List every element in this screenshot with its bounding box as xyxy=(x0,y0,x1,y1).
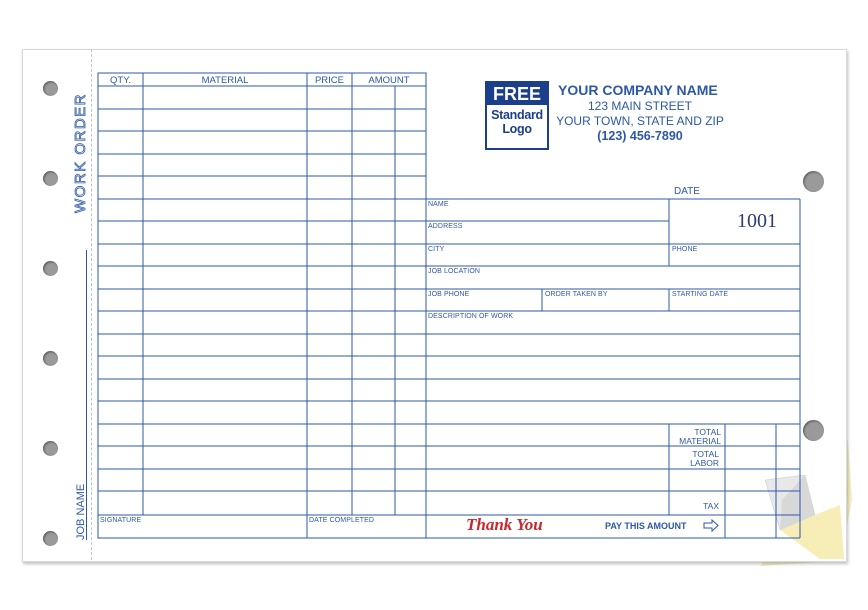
total-material-line-2: MATERIAL xyxy=(679,436,721,446)
header-price: PRICE xyxy=(314,75,345,86)
phone-label: PHONE xyxy=(672,246,698,253)
job-location-label: JOB LOCATION xyxy=(428,268,481,275)
pay-this-amount-label: PAY THIS AMOUNT xyxy=(605,521,687,531)
header-material: MATERIAL xyxy=(201,75,249,86)
signature-label: SIGNATURE xyxy=(100,517,142,524)
thank-you-text: Thank You xyxy=(466,515,543,534)
logo-line-1: Standard xyxy=(491,108,543,122)
job-name-label: JOB NAME xyxy=(75,483,87,540)
name-label: NAME xyxy=(428,201,449,208)
work-order-side-title: WORK ORDER xyxy=(72,93,89,213)
work-order-number: 1001 xyxy=(737,210,777,232)
total-material-line-1: TOTAL xyxy=(694,427,721,437)
company-phone: (123) 456-7890 xyxy=(597,129,683,143)
header-amount: AMOUNT xyxy=(368,75,410,86)
total-labor-label xyxy=(669,450,719,468)
company-street: 123 MAIN STREET xyxy=(587,99,693,113)
description-of-work-label: DESCRIPTION OF WORK xyxy=(428,313,514,320)
logo-free-text: FREE xyxy=(487,83,547,105)
company-logo xyxy=(485,81,549,150)
address-label: ADDRESS xyxy=(428,223,463,230)
tax-label: TAX xyxy=(703,501,719,511)
total-labor-line-1: TOTAL xyxy=(692,449,719,459)
starting-date-label: STARTING DATE xyxy=(672,291,729,298)
date-label: DATE xyxy=(674,186,700,197)
date-completed-label: DATE COMPLETED xyxy=(309,517,375,524)
job-phone-label: JOB PHONE xyxy=(428,291,470,298)
total-material-label xyxy=(669,428,721,446)
logo-line-2: Logo xyxy=(502,122,532,136)
company-city-state: YOUR TOWN, STATE AND ZIP xyxy=(556,114,724,128)
total-labor-line-2: LABOR xyxy=(690,458,719,468)
order-taken-by-label: ORDER TAKEN BY xyxy=(545,291,608,298)
arrow-right-icon xyxy=(703,519,719,532)
city-label: CITY xyxy=(428,246,445,253)
company-name: YOUR COMPANY NAME xyxy=(558,82,718,98)
header-qty: QTY. xyxy=(110,75,131,86)
